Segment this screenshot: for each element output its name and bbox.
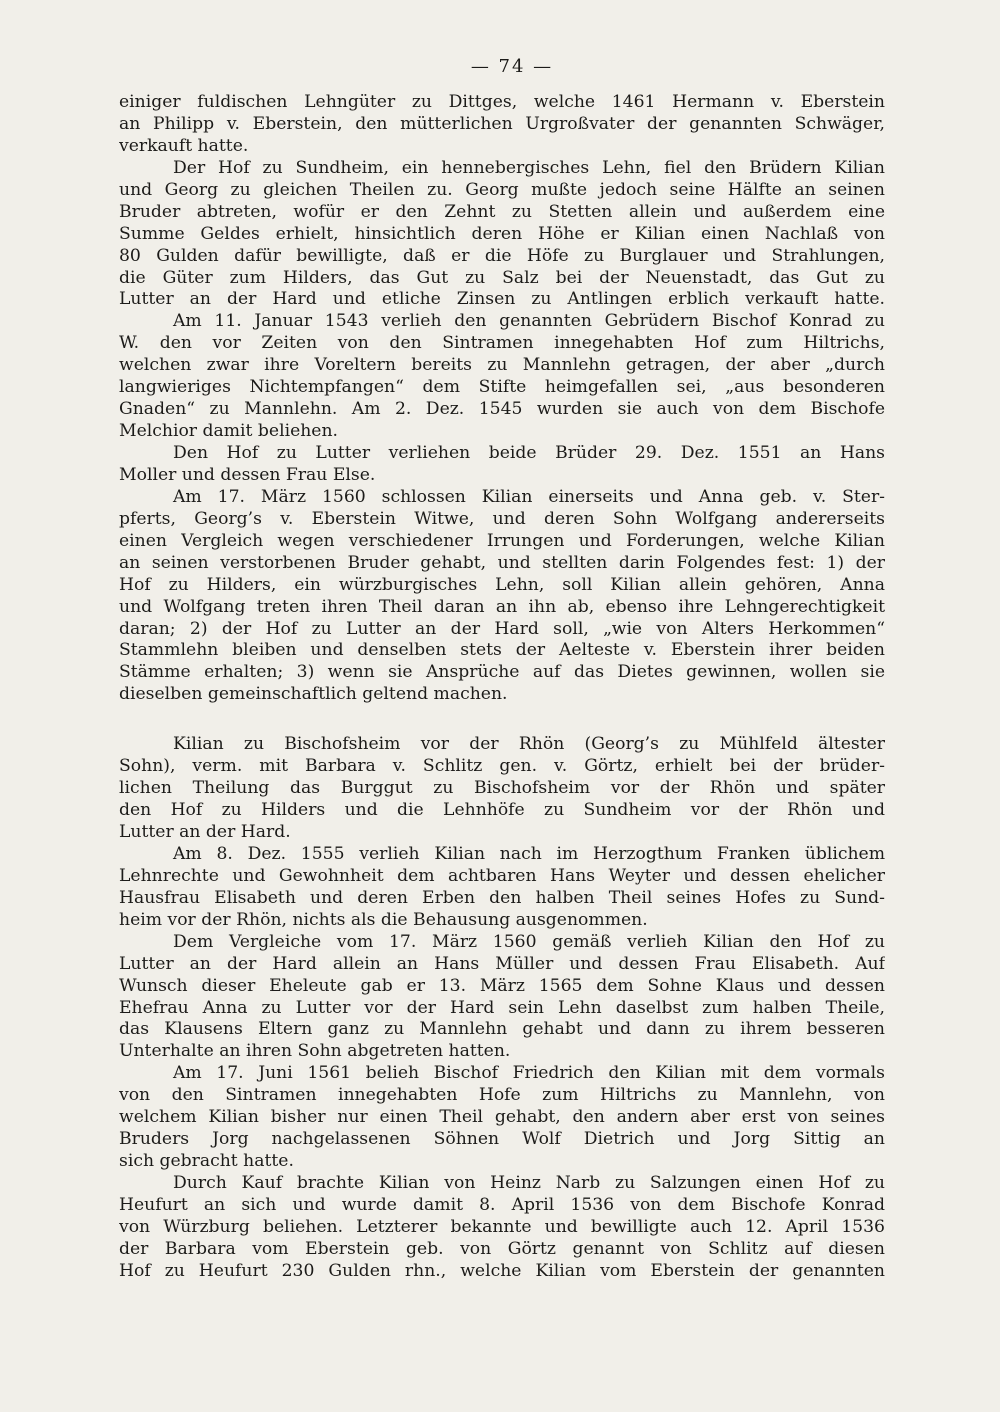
text-line: Unterhalte an ihren Sohn abgetreten hatten. <box>119 1041 511 1062</box>
text-line: heim vor der Rhön, nichts als die Behausung ausgenommen. <box>119 909 648 930</box>
text-line: Lutter an der Hard. <box>119 822 291 842</box>
text-line: und Wolfgang treten ihren Theil daran an ihn ab, ebenso ihre Lehngerechtigkeit <box>119 596 885 617</box>
page-number: — 74 — <box>470 56 554 77</box>
text-line: Am 17. Juni 1561 belieh Bischof Friedrich den Kilian mit dem vormals <box>173 1063 885 1084</box>
text-line: sich gebracht hatte. <box>119 1151 294 1172</box>
text-line: Sohn), verm. mit Barbara v. Schlitz gen. v. Görtz, erhielt bei der brüder- <box>119 756 885 777</box>
text-line: die Güter zum Hilders, das Gut zu Salz bei der Neuenstadt, das Gut zu <box>119 267 885 288</box>
text-line: Lutter an der Hard allein an Hans Müller und dessen Frau Elisabeth. Auf <box>119 953 885 974</box>
text-line: Lehnrechte und Gewohnheit dem achtbaren Hans Weyter und dessen ehelicher <box>119 865 885 886</box>
text-line: Heufurt an sich und wurde damit 8. April 1536 von dem Bischofe Konrad <box>119 1194 885 1215</box>
text-line: Wunsch dieser Eheleute gab er 13. März 1565 dem Sohne Klaus und dessen <box>119 975 885 996</box>
text-line: Bruder abtreten, wofür er den Zehnt zu Stetten allein und außerdem eine <box>119 201 885 222</box>
text-line: das Klausens Eltern ganz zu Mannlehn gehabt und dann zu ihrem besseren <box>119 1019 885 1040</box>
text-line: an seinen verstorbenen Bruder gehabt, und stellten darin Folgendes fest: 1) der <box>119 552 885 573</box>
text-line: Stämme erhalten; 3) wenn sie Ansprüche auf das Dietes gewinnen, wollen sie <box>119 662 885 683</box>
text-line: Am 8. Dez. 1555 verlieh Kilian nach im Herzogthum Franken üblichem <box>173 843 885 864</box>
text-line: einen Vergleich wegen verschiedener Irrungen und Forderungen, welche Kilian <box>119 530 885 551</box>
text-line: welchen zwar ihre Voreltern bereits zu Mannlehn getragen, der aber „durch <box>119 355 885 376</box>
text-line: Kilian zu Bischofsheim vor der Rhön (Georg’s zu Mühlfeld ältester <box>173 734 885 755</box>
text-line: pferts, Georg’s v. Eberstein Witwe, und deren Sohn Wolfgang andererseits <box>119 508 885 529</box>
text-line: von den Sintramen innegehabten Hofe zum Hiltrichs zu Mannlehn, von <box>119 1085 885 1106</box>
text-line: Durch Kauf brachte Kilian von Heinz Narb zu Salzungen einen Hof zu <box>173 1173 885 1193</box>
text-line: und Georg zu gleichen Theilen zu. Georg mußte jedoch seine Hälfte an seinen <box>119 179 885 200</box>
text-line: lichen Theilung das Burggut zu Bischofsheim vor der Rhön und später <box>119 778 885 799</box>
body-text <box>119 92 885 1283</box>
text-line: Hof zu Hilders, ein würzburgisches Lehn, soll Kilian allein gehören, Anna <box>119 574 885 595</box>
text-line: einiger fuldischen Lehngüter zu Dittges, welche 1461 Hermann v. Eberstein <box>119 92 885 112</box>
text-line: verkauft hatte. <box>119 135 249 156</box>
section-gap <box>119 706 885 734</box>
text-line: Den Hof zu Lutter verliehen beide Brüder 29. Dez. 1551 an Hans <box>173 443 885 463</box>
text-line: Lutter an der Hard und etliche Zinsen zu Antlingen erblich verkauft hatte. <box>119 289 885 310</box>
text-line: Dem Vergleiche vom 17. März 1560 gemäß verlieh Kilian den Hof zu <box>173 931 885 952</box>
text-line: von Würzburg beliehen. Letzterer bekannte und bewilligte auch 12. April 1536 <box>119 1216 885 1237</box>
text-line: Ehefrau Anna zu Lutter vor der Hard sein Lehn daselbst zum halben Theile, <box>119 997 885 1018</box>
text-line: Bruders Jorg nachgelassenen Söhnen Wolf Dietrich und Jorg Sittig an <box>119 1129 885 1150</box>
text-line: Am 11. Januar 1543 verlieh den genannten Gebrüdern Bischof Konrad zu <box>173 311 885 332</box>
text-line: Summe Geldes erhielt, hinsichtlich deren Höhe er Kilian einen Nachlaß von <box>119 223 885 244</box>
text-line: Am 17. März 1560 schlossen Kilian einerseits und Anna geb. v. Ster- <box>173 486 885 507</box>
text-line: Stammlehn bleiben und denselben stets der Aelteste v. Eberstein ihrer beiden <box>119 640 885 661</box>
text-line: Hausfrau Elisabeth und deren Erben den halben Theil seines Hofes zu Sund- <box>119 887 885 908</box>
text-line: dieselben gemeinschaftlich geltend machen. <box>119 684 508 705</box>
text-line: Gnaden“ zu Mannlehn. Am 2. Dez. 1545 wurden sie auch von dem Bischofe <box>119 399 885 420</box>
text-line: W. den vor Zeiten von den Sintramen innegehabten Hof zum Hiltrichs, <box>119 333 885 354</box>
text-line: den Hof zu Hilders und die Lehnhöfe zu Sundheim vor der Rhön und <box>119 800 885 821</box>
text-line: welchem Kilian bisher nur einen Theil gehabt, den andern aber erst von seines <box>119 1107 885 1128</box>
text-line: Moller und dessen Frau Else. <box>119 464 376 485</box>
text-line: Der Hof zu Sundheim, ein hennebergisches Lehn, fiel den Brüdern Kilian <box>173 157 885 178</box>
text-line: der Barbara vom Eberstein geb. von Görtz genannt von Schlitz auf diesen <box>119 1238 885 1259</box>
text-line: 80 Gulden dafür bewilligte, daß er die Höfe zu Burglauer und Strahlungen, <box>119 245 885 266</box>
text-line: Hof zu Heufurt 230 Gulden rhn., welche Kilian vom Eberstein der genannten <box>119 1260 885 1281</box>
text-line: daran; 2) der Hof zu Lutter an der Hard soll, „wie von Alters Herkommen“ <box>119 618 885 639</box>
text-line: langwieriges Nichtempfangen“ dem Stifte heimgefallen sei, „aus besonderen <box>119 377 885 398</box>
text-line: an Philipp v. Eberstein, den mütterlichen Urgroßvater der genannten Schwäger, <box>119 113 885 134</box>
text-line: Melchior damit beliehen. <box>119 421 339 442</box>
